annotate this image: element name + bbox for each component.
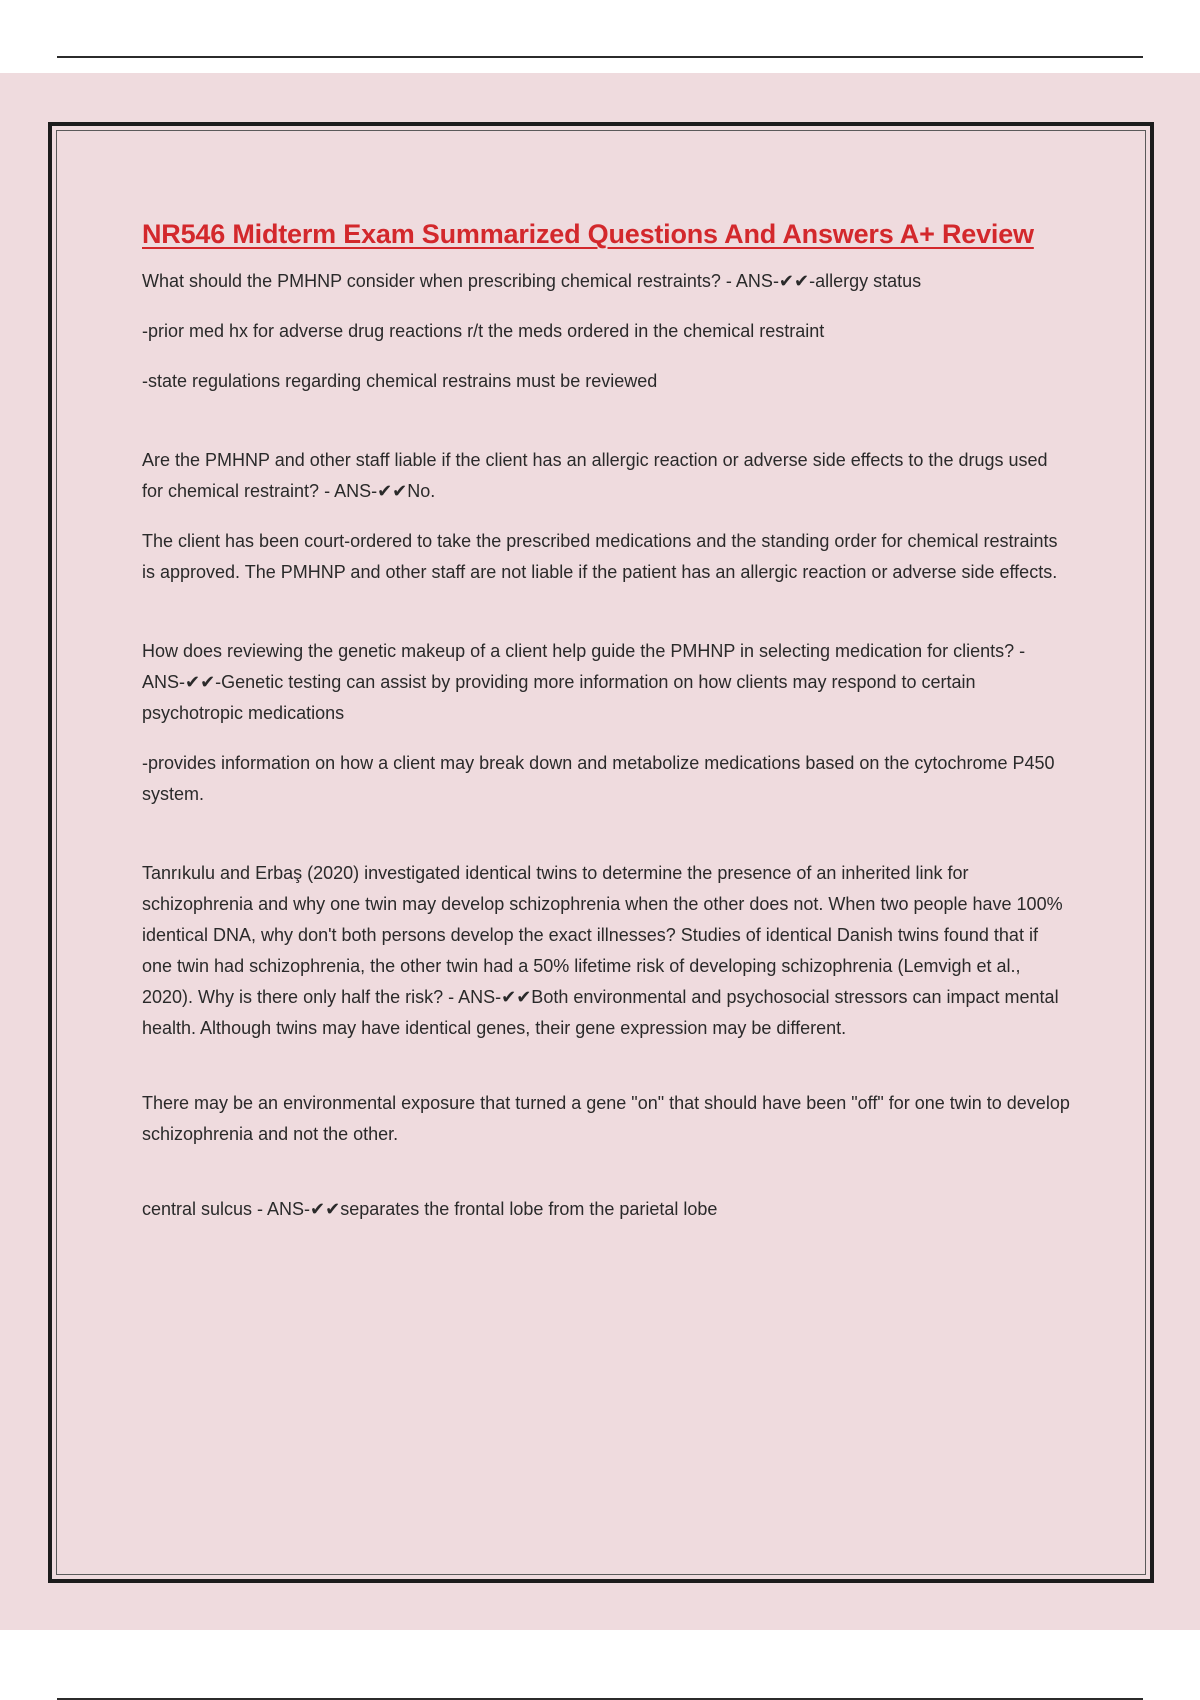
document-title: NR546 Midterm Exam Summarized Questions And Answers A+ Review: [142, 219, 1034, 249]
paragraph-q3-point-2: -provides information on how a client may break down and metabolize medications based on the cytochrome P450 system.: [142, 753, 1055, 804]
paragraph-q5: central sulcus - ANS-✔✔separates the frontal lobe from the parietal lobe: [142, 1199, 718, 1219]
paragraph-q4-explanation: There may be an environmental exposure that turned a gene "on" that should have been "off" for one twin to develop schizophrenia and not the other.: [142, 1093, 1070, 1144]
document-body: [142, 214, 1072, 1244]
paragraph-q1-point-2: -prior med hx for adverse drug reactions r/t the meds ordered in the chemical restraint: [142, 321, 825, 341]
paragraph-q2: Are the PMHNP and other staff liable if the client has an allergic reaction or adverse side effects to the drugs used for chemical restraint? - ANS-✔✔No.: [142, 450, 1048, 501]
paragraph-q2-explanation: The client has been court-ordered to take the prescribed medications and the standing order for chemical restraints is approved. The PMHNP and other staff are not liable if the patient has an allergic reaction or adverse side effects.: [142, 531, 1058, 582]
paragraph-q3: How does reviewing the genetic makeup of a client help guide the PMHNP in selecting medication for clients? - ANS-✔✔-Genetic testing can assist by providing more information on how clients may respond to certain psychotropic medications: [142, 641, 1026, 723]
paragraph-q1: What should the PMHNP consider when prescribing chemical restraints? - ANS-✔✔-allergy status: [142, 271, 922, 291]
top-rule: [57, 56, 1143, 58]
paragraph-q4: Tanrıkulu and Erbaş (2020) investigated identical twins to determine the presence of an inherited link for schizophrenia and why one twin may develop schizophrenia when the other does not. When two people have 100% identical DNA, why don't both persons develop the exact illnesses? Studies of identical Danish twins found that if one twin had schizophrenia, the other twin had a 50% lifetime risk of developing schizophrenia (Lemvigh et al., 2020). Why is there only half the risk? - ANS-✔✔Both environmental and psychosocial stressors can impact mental health. Although twins may have identical genes, their gene expression may be different.: [142, 863, 1063, 1038]
paragraph-q1-point-3: -state regulations regarding chemical restrains must be reviewed: [142, 371, 658, 391]
